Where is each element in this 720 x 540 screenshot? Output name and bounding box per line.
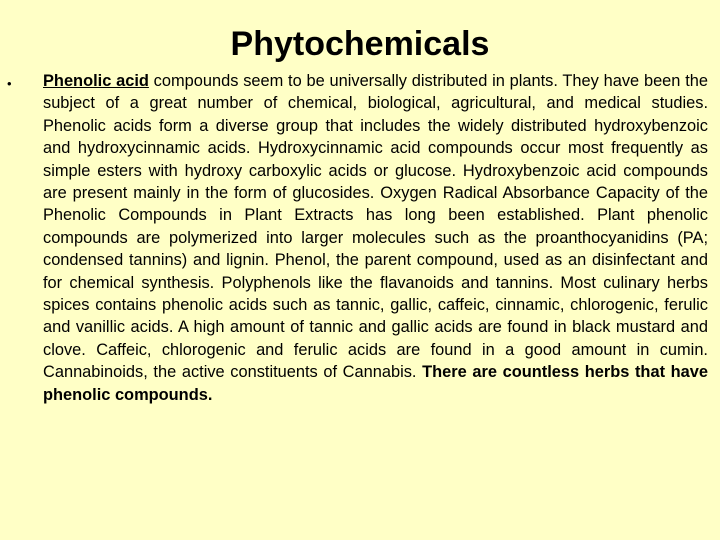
- lead-term: Phenolic acid: [43, 72, 149, 90]
- paragraph-body: compounds seem to be universally distributed in plants. They have been the subject of a great number of chemical, biological, agricultural, and medical studies. Phenolic acids form a diverse group that includes the widely distributed hydroxybenzoic and hydroxycinnamic acids. Hydroxycinnamic acid compounds occur most frequently as simple esters with hydroxy carboxylic acids or glucose. Hydroxybenzoic acid compounds are present mainly in the form of glucosides. Oxygen Radical Absorbance Capacity of the Phenolic Compounds in Plant Extracts has long been established. Plant phenolic compounds are polymerized into larger molecules such as the proanthocyanidins (PA; condensed tannins) and lignin. Phenol, the parent compound, used as an disinfectant and for chemical synthesis. Polyphenols like the flavanoids and tannins. Most culinary herbs spices contains phenolic acids such as tannic, gallic, caffeic, cinnamic, chlorogenic, ferulic and vanillic acids. A high amount of tannic and gallic acids are found in black mustard and clove. Caffeic, chlorogenic and ferulic acids are found in a good amount in cumin. Cannabinoids, the active constituents of Cannabis.: [43, 72, 708, 382]
- bullet-paragraph: [43, 70, 708, 406]
- bullet-marker: •: [7, 76, 12, 91]
- slide-title: Phytochemicals: [230, 25, 490, 63]
- closing-statement: There are countless herbs that have phenolic compounds.: [43, 363, 709, 404]
